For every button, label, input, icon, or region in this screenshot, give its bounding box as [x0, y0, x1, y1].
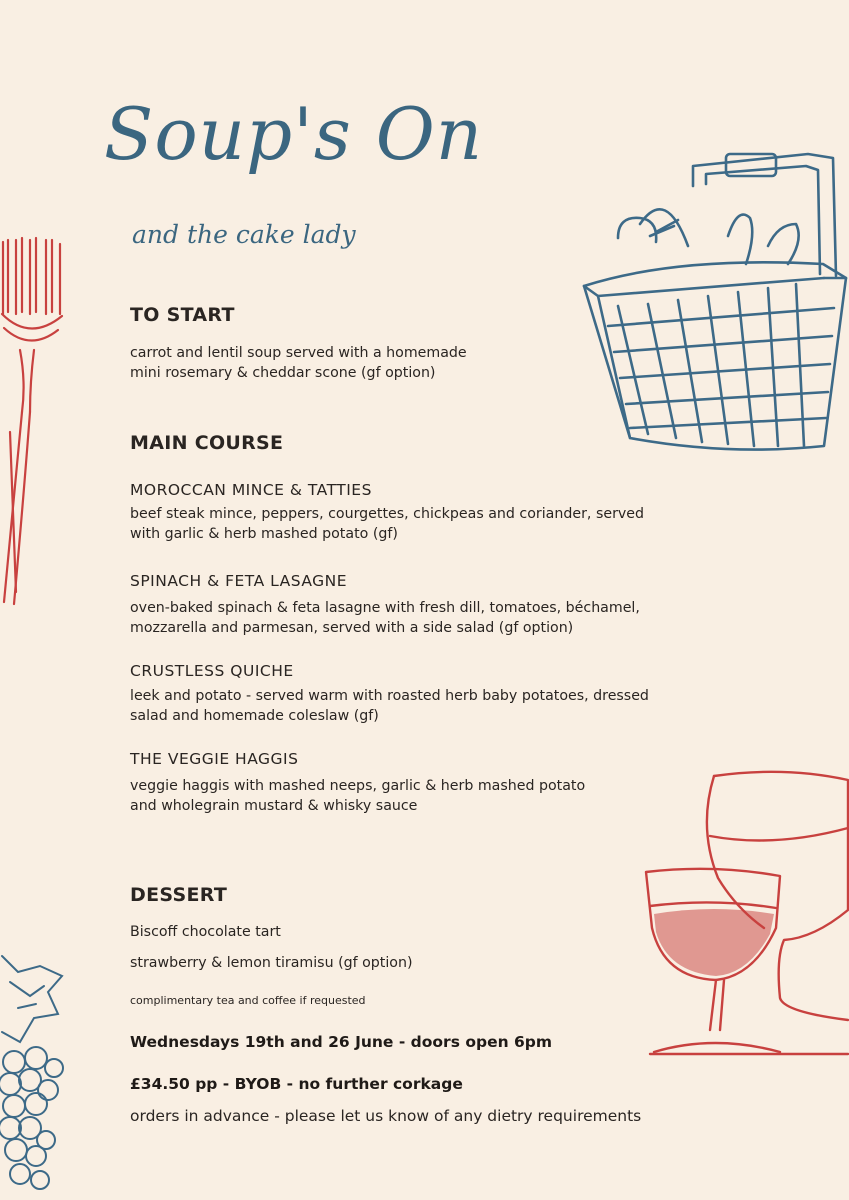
tea-coffee-note: complimentary tea and coffee if requested [130, 994, 366, 1007]
grapes-illustration [0, 952, 70, 1200]
main-item-description [130, 686, 649, 726]
main-item-line-2: with garlic & herb mashed potato (gf) [130, 526, 398, 542]
wine-glasses-illustration [644, 768, 849, 1060]
dessert-heading: DESSERT [130, 884, 228, 906]
main-item-title: MOROCCAN MINCE & TATTIES [130, 481, 372, 499]
main-item-line-2: salad and homemade coleslaw (gf) [130, 708, 379, 724]
price-info: £34.50 pp - BYOB - no further corkage [130, 1075, 463, 1093]
orders-note: orders in advance - please let us know of any dietry requirements [130, 1107, 642, 1125]
main-item-title: CRUSTLESS QUICHE [130, 662, 294, 680]
main-item-line-1: veggie haggis with mashed neeps, garlic & herb mashed potato [130, 778, 586, 794]
main-item-line-1: beef steak mince, peppers, courgettes, chickpeas and coriander, served [130, 506, 645, 522]
dessert-item: strawberry & lemon tiramisu (gf option) [130, 955, 413, 971]
starter-line-2: mini rosemary & cheddar scone (gf option) [130, 365, 436, 381]
picnic-basket-illustration [578, 146, 849, 458]
main-item-description [130, 598, 640, 638]
main-item-line-2: and wholegrain mustard & whisky sauce [130, 798, 418, 814]
main-item-description [130, 776, 585, 816]
starter-description [130, 343, 467, 383]
starter-line-1: carrot and lentil soup served with a homemade [130, 345, 467, 361]
fork-illustration [0, 232, 70, 622]
main-item-line-1: leek and potato - served warm with roasted herb baby potatoes, dressed [130, 688, 649, 704]
menu-subtitle: and the cake lady [132, 220, 356, 249]
main-item-line-1: oven-baked spinach & feta lasagne with fresh dill, tomatoes, béchamel, [130, 600, 640, 616]
main-item-line-2: mozzarella and parmesan, served with a side salad (gf option) [130, 620, 574, 636]
event-dates: Wednesdays 19th and 26 June - doors open 6pm [130, 1033, 553, 1051]
to-start-heading: TO START [130, 304, 235, 326]
main-item-title: SPINACH & FETA LASAGNE [130, 572, 348, 590]
dessert-item: Biscoff chocolate tart [130, 924, 281, 940]
main-item-description [130, 504, 644, 544]
main-item-title: THE VEGGIE HAGGIS [130, 750, 299, 768]
menu-title: Soup's On [104, 92, 484, 176]
main-course-heading: MAIN COURSE [130, 432, 284, 454]
